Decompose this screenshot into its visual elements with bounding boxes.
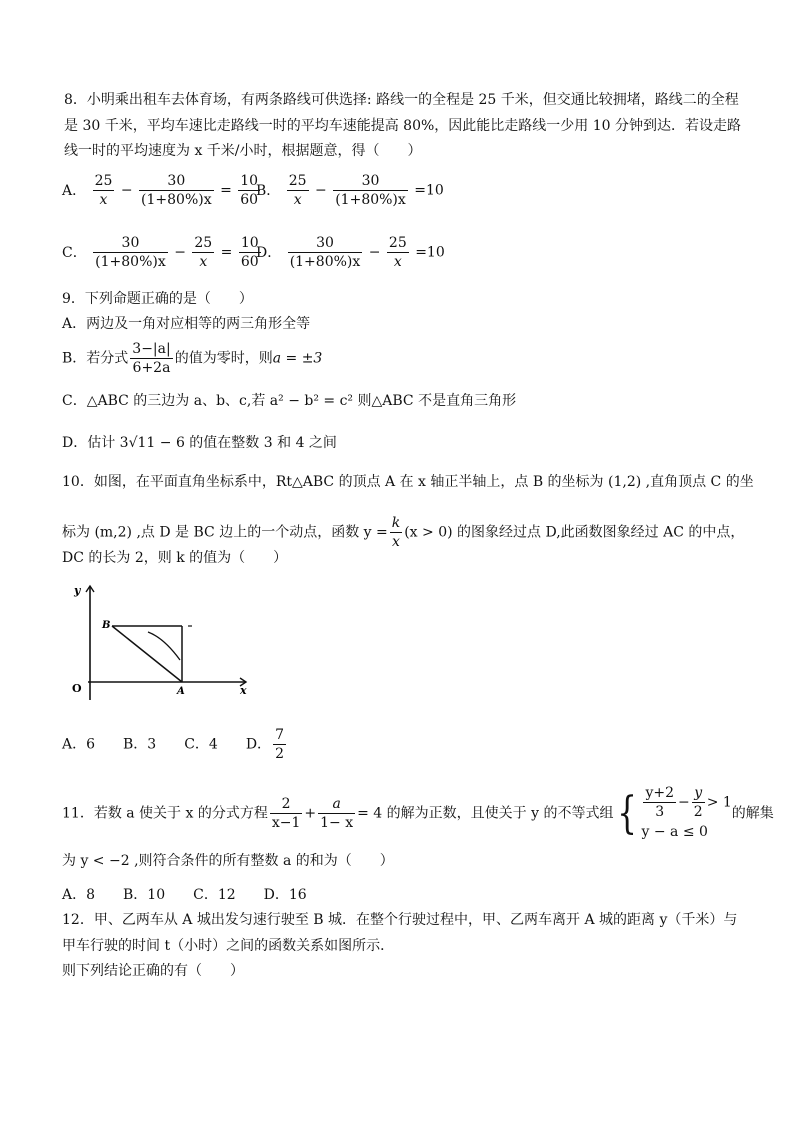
numerator: 30	[333, 172, 408, 191]
text: 的解集	[731, 805, 774, 822]
q8-line-3: 线一时的平均速度为 x 千米/小时，根据题意，得（ ）	[64, 143, 422, 159]
q11-line-2: 为 y < −2 ,则符合条件的所有整数 a 的和为（ ）	[62, 853, 394, 869]
inverse-function-curve	[148, 632, 180, 660]
numerator: 25	[94, 173, 113, 189]
denominator: (1+80%)x	[335, 192, 406, 208]
denominator: 60	[240, 192, 259, 208]
q10-options[interactable]	[62, 726, 288, 763]
q10-coordinate-figure	[60, 578, 260, 706]
denominator: x−1	[271, 815, 301, 831]
text: 11．若数 a 使关于 x 的分式方程	[62, 805, 268, 822]
q10-line-3: DC 的长为 2，则 k 的值为（ ）	[62, 550, 288, 566]
numerator: y	[692, 784, 705, 803]
operator: −	[678, 794, 690, 811]
option-label: C．	[62, 244, 87, 261]
numerator: 10	[240, 173, 259, 189]
q9-option-b[interactable]	[62, 340, 322, 377]
q8-line-2: 是 30 千米，平均车速比走路线一时的平均车速能提高 80%，因此能比走路线一少用 10 分钟到达．若设走路	[64, 118, 741, 134]
numerator: 30	[93, 234, 168, 253]
options-text: A．6 B．3 C．4 D．	[62, 736, 272, 753]
q9-option-c[interactable]: C．△ABC 的三边为 a、b、c,若 a² − b² = c² 则△ABC 不是直角三角形	[62, 393, 517, 409]
numerator: 10	[240, 235, 259, 251]
numerator: 3−|a|	[132, 341, 171, 357]
q12-line-3: 则下列结论正确的有（ ）	[62, 963, 244, 979]
fraction	[192, 234, 214, 271]
q10-line-1: 10．如图，在平面直角坐标系中，Rt△ABC 的顶点 A 在 x 轴正半轴上，点 B 的坐标为 (1,2) ,直角顶点 C 的坐	[62, 474, 754, 490]
operator: =10	[414, 182, 444, 199]
text: = 4 的解为正数，且使关于 y 的不等式组	[357, 805, 614, 822]
denominator: 2	[693, 804, 703, 820]
numerator: 25	[388, 235, 407, 251]
denominator: (1+80%)x	[95, 254, 166, 270]
denominator: x	[99, 192, 108, 208]
q8-option-b[interactable]	[256, 172, 444, 209]
denominator: x	[393, 254, 402, 270]
q8-line-1: 8．小明乘出租车去体育场，有两条路线可供选择: 路线一的全程是 25 千米，但交通比较拥堵，路线二的全程	[64, 92, 739, 108]
numerator: 25	[288, 173, 307, 189]
numerator: 7	[275, 727, 284, 743]
q10-line-2	[62, 514, 744, 551]
fraction	[288, 234, 363, 271]
numerator: 25	[194, 235, 213, 251]
q8-option-a[interactable]	[62, 172, 262, 209]
inequality-row-1	[641, 784, 731, 821]
fraction	[273, 726, 286, 763]
numerator: a	[318, 795, 355, 814]
denominator: 3	[655, 804, 665, 820]
option-label: B．	[256, 182, 281, 199]
operator: =	[220, 244, 233, 261]
denominator: 6+2a	[132, 360, 171, 376]
option-text: 的值为零时，则	[174, 350, 273, 367]
q9-option-a[interactable]: A．两边及一角对应相等的两三角形全等	[62, 316, 311, 332]
q11-options[interactable]: A．8 B．10 C．12 D．16	[62, 887, 307, 903]
numerator: k	[391, 515, 401, 531]
operator: +	[304, 805, 317, 822]
operator: =	[220, 182, 232, 199]
q8-option-d[interactable]	[256, 234, 445, 271]
operator: −	[120, 182, 133, 199]
denominator: x	[392, 534, 400, 550]
numerator: 2	[270, 795, 303, 814]
fraction	[270, 795, 303, 832]
fraction	[333, 172, 408, 209]
denominator: (1+80%)x	[289, 254, 361, 270]
denominator: x	[293, 192, 302, 208]
numerator: 30	[288, 234, 363, 253]
y-axis-label: y	[74, 584, 81, 597]
q11-line-1	[62, 784, 774, 843]
text: (x > 0) 的图象经过点 D,此函数图象经过 AC 的中点，	[404, 524, 745, 541]
brace-icon: {	[617, 787, 638, 839]
text: 标为 (m,2) ,点 D 是 BC 边上的一个动点，函数 y =	[62, 524, 388, 541]
fraction	[692, 784, 705, 821]
equation: a = ±3	[272, 350, 323, 367]
fraction	[139, 172, 214, 209]
operator: −	[368, 244, 381, 261]
option-label: A．	[62, 182, 87, 199]
denominator: (1+80%)x	[141, 192, 212, 208]
fraction	[130, 340, 172, 377]
segment-ab	[112, 626, 182, 682]
fraction	[318, 795, 355, 832]
operator: −	[315, 182, 327, 199]
operator: > 1	[706, 794, 732, 811]
origin-label: O	[72, 682, 82, 695]
fraction	[643, 784, 676, 821]
denominator: x	[199, 254, 208, 270]
q12-line-2: 甲车行驶的时间 t（小时）之间的函数关系如图所示．	[62, 938, 395, 954]
denominator: 1− x	[320, 815, 354, 831]
q12-line-1: 12．甲、乙两车从 A 城出发匀速行驶至 B 城．在整个行驶过程中，甲、乙两车离开 A 城的距离 y（千米）与	[62, 912, 738, 928]
fraction	[287, 172, 309, 209]
fraction	[390, 514, 402, 551]
numerator: 30	[139, 172, 214, 191]
q9-stem: 9．下列命题正确的是（ ）	[62, 291, 253, 307]
fraction	[93, 234, 168, 271]
operator: =10	[415, 244, 445, 261]
operator: −	[174, 244, 186, 261]
q9-option-d[interactable]: D．估计 3√11 − 6 的值在整数 3 和 4 之间	[62, 435, 337, 451]
inequality-row-2: y − a ≤ 0	[641, 824, 708, 840]
option-text: B．若分式	[62, 350, 129, 367]
q8-option-c[interactable]	[62, 234, 263, 271]
fraction	[93, 172, 115, 209]
x-axis-label: x	[240, 684, 247, 697]
fraction	[387, 234, 409, 271]
numerator: y+2	[645, 785, 675, 801]
point-a-label: A	[177, 686, 185, 697]
inequality-system	[641, 784, 731, 843]
option-label: D．	[256, 244, 282, 261]
denominator: 60	[240, 254, 259, 270]
denominator: 2	[275, 746, 284, 762]
point-b-label: B	[102, 620, 111, 631]
